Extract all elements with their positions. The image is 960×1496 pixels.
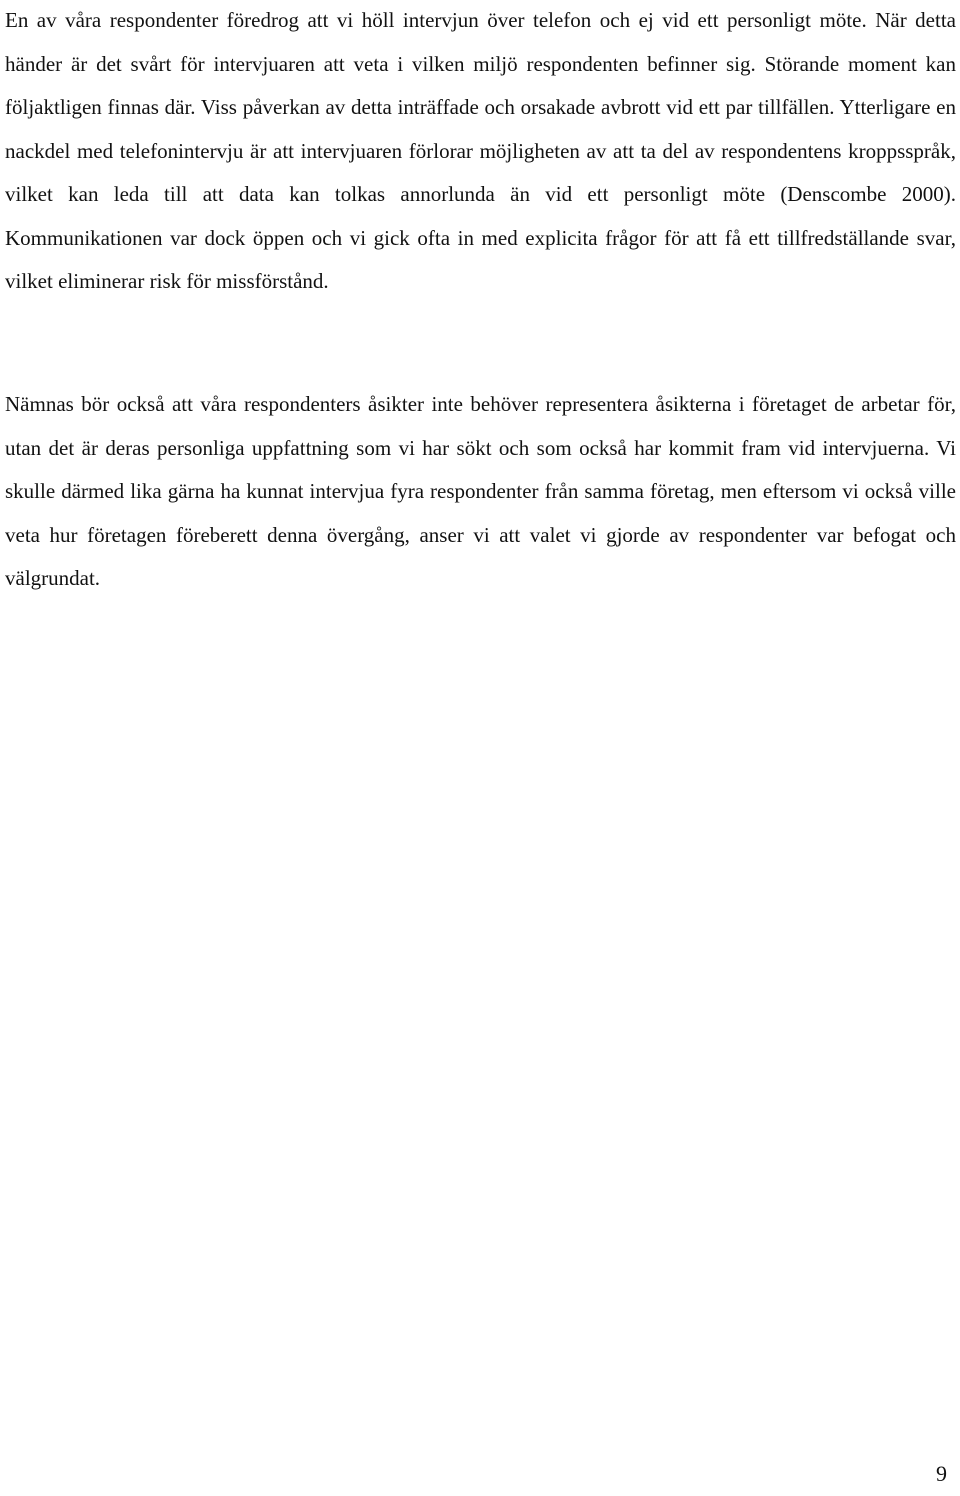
paragraph-telephone-interview: En av våra respondenter föredrog att vi höll intervjun över telefon och ej vid ett personligt möte. När detta händer är det svårt för intervjuaren att veta i vilken miljö respondenten befinner sig. Störande moment kan följaktligen finnas där. Viss påverkan av detta inträffade och orsakade avbrott vid ett par tillfällen. Ytterligare en nackdel med telefonintervju är att intervjuaren förlorar möjligheten av att ta del av respondentens kroppsspråk, vilket kan leda till att data kan tolkas annorlunda än vid ett personligt möte (Denscombe 2000). Kommunikationen var dock öppen och vi gick ofta in med explicita frågor för att få ett tillfredställande svar, vilket eliminerar risk för missförstånd. xyxy=(5,8,956,293)
paragraph-respondent-opinions: Nämnas bör också att våra respondenters åsikter inte behöver representera åsikterna i företaget de arbetar för, utan det är deras personliga uppfattning som vi har sökt och som också har kommit fram vid intervjuerna. Vi skulle därmed lika gärna ha kunnat intervjua fyra respondenter från samma företag, men eftersom vi också ville veta hur företagen föreberett denna övergång, anser vi att valet vi gjorde av respondenter var befogat och välgrundat. xyxy=(5,392,956,590)
page-number: 9 xyxy=(936,1461,947,1486)
